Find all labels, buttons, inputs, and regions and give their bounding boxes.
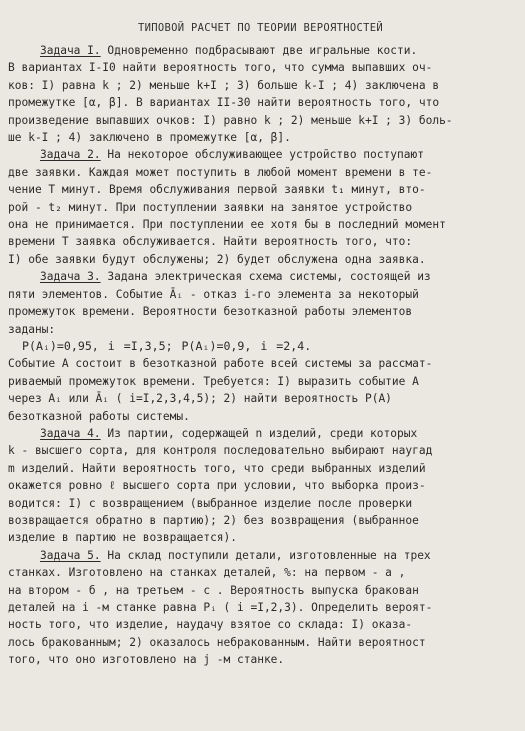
task-2-line-1: две заявки. Каждая может поступить в любой момент времени в те- — [8, 165, 433, 179]
task-2-line-2: чение T минут. Время обслуживания первой заявки t₁ минут, вто- — [8, 183, 426, 197]
task-4-line-1: k - высшего сорта, для контроля последовательно выбирают наугад — [8, 444, 433, 458]
task-2-line-3: рой - t₂ минут. При поступлении заявки на занятое устройство — [8, 200, 413, 214]
task-5-line-6: того, что оно изготовлено на j -м станке. — [8, 653, 285, 667]
task-2-line-0: На некоторое обслуживающее устройство поступают — [100, 148, 424, 162]
task-4-line-6: изделие в партию не возвращается). — [8, 531, 238, 545]
task-3-after-2: через Aᵢ или Āᵢ ( i=I,2,3,4,5); 2) найти вероятность P(A) — [8, 392, 392, 406]
task-5-label: Задача 5. — [40, 548, 101, 562]
task-1-line-5: ше k-I ; 4) заключено в промежутке [α, β]. — [8, 131, 291, 145]
task-4-line-3: окажется ровно ℓ высшего сорта при условии, что выборка произ- — [8, 479, 426, 493]
task-3-after-0: Событие A состоит в безотказной работе всей системы за рассмат- — [8, 357, 433, 371]
task-3-label: Задача 3. — [40, 270, 101, 284]
task-3-line-1: пяти элементов. Событие Āᵢ - отказ i-го элемента за некоторый — [8, 287, 419, 301]
task-1-line-3: промежутке [α, β]. В вариантах II-30 найти вероятность того, что — [8, 96, 440, 110]
task-3-line-3: заданы: — [8, 322, 56, 336]
task-3-formula: P(Aᵢ)=0,95, i =I,3,5; P(Aᵢ)=0,9, i =2,4. — [22, 338, 312, 353]
task-5 — [8, 547, 513, 669]
task-5-line-4: ность того, что изделие, наудачу взятое со склада: I) оказа- — [8, 618, 413, 632]
task-1-line-0: Одновременно подбрасывают две игральные кости. — [100, 44, 418, 57]
task-4-line-2: m изделий. Найти вероятность того, что среди выбранных изделий — [8, 461, 426, 475]
task-2-line-4: она не принимается. При поступлении ее хотя бы в последний момент — [8, 218, 446, 232]
task-5-line-5: лось бракованным; 2) оказалось небракованным. Найти вероятност — [8, 635, 426, 649]
task-1 — [8, 42, 513, 146]
task-1-line-2: ков: I) равна k ; 2) меньше k+I ; 3) больше k-I ; 4) заключена в — [8, 78, 440, 92]
task-3-line-0: Задана электрическая схема системы, состоящей из — [100, 270, 431, 284]
task-4-line-0: Из партии, содержащей n изделий, среди которых — [100, 426, 418, 440]
task-3-line-2: промежуток времени. Вероятности безотказной работы элементов — [8, 305, 413, 319]
task-4 — [8, 425, 513, 547]
task-3-after-1: риваемый промежуток времени. Требуется: I) выразить событие A — [8, 374, 419, 388]
task-2-label: Задача 2. — [40, 148, 101, 162]
task-5-line-2: на втором - б , на третьем - c . Вероятность выпуска бракован — [8, 583, 419, 597]
task-2-line-5: времени T заявка обслуживается. Найти вероятность того, что: — [8, 235, 413, 249]
task-4-label: Задача 4. — [40, 426, 101, 440]
task-2-line-6: I) обе заявки будут обслужены; 2) будет обслужена одна заявка. — [8, 252, 426, 266]
task-5-line-0: На склад поступили детали, изготовленные на трех — [100, 548, 431, 562]
task-1-line-4: произведение выпавших очков: I) равно k ; 2) меньше k+I ; 3) боль- — [8, 113, 453, 127]
task-3-after-3: безотказной работы системы. — [8, 409, 190, 423]
task-3 — [8, 268, 513, 425]
task-2 — [8, 146, 513, 268]
task-5-line-1: станках. Изготовлено на станках деталей, %: на первом - a , — [8, 566, 406, 580]
task-1-line-1: В вариантах I-I0 найти вероятность того, что сумма выпавших оч- — [8, 61, 433, 75]
task-1-label: Задача I. — [40, 44, 101, 57]
task-4-line-5: возвращается обратно в партию); 2) без возвращения (выбранное — [8, 513, 419, 527]
task-5-line-3: деталей на i -м станке равна Pᵢ ( i =I,2,3). Определить вероят- — [8, 601, 433, 614]
task-4-line-4: водится: I) с возвращением (выбранное изделие после проверки — [8, 496, 413, 510]
document-title: ТИПОВОЙ РАСЧЕТ ПО ТЕОРИИ ВЕРОЯТНОСТЕЙ — [138, 22, 383, 34]
